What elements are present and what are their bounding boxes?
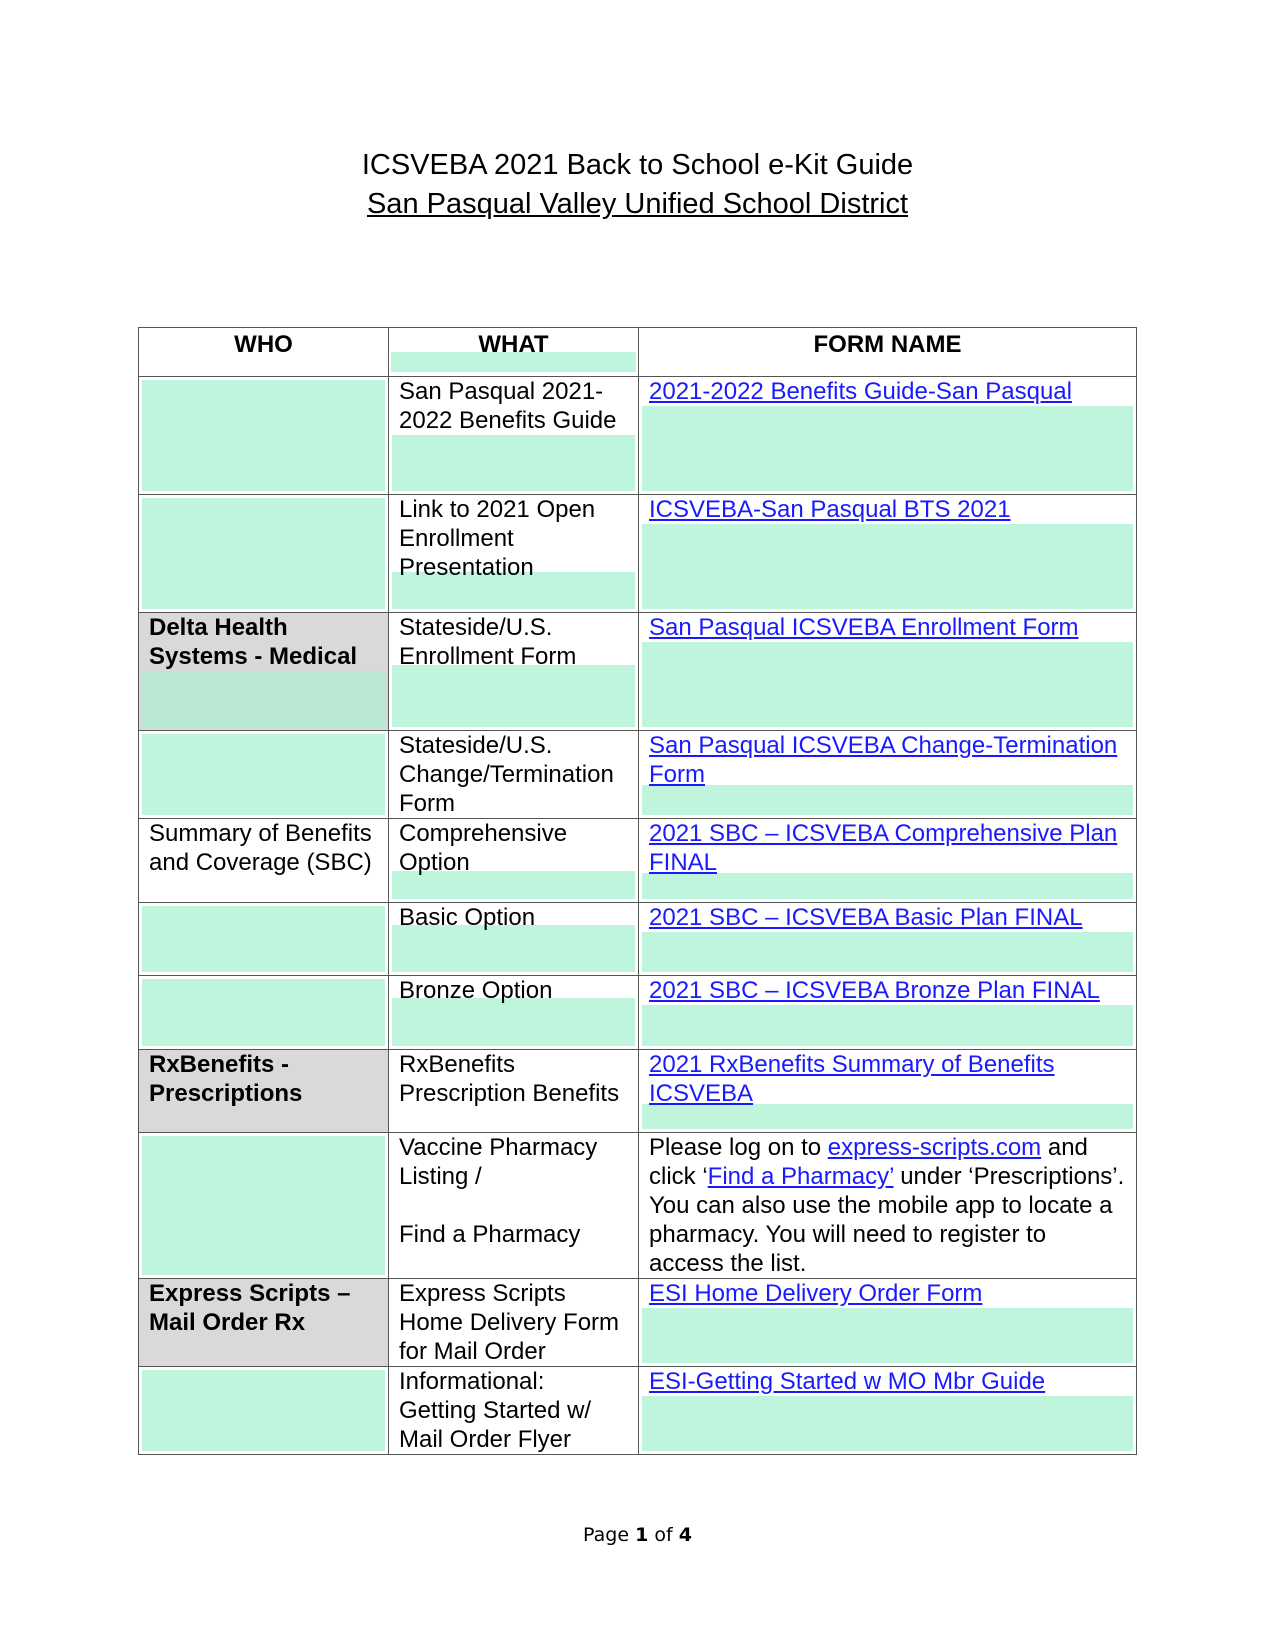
what-text — [389, 1133, 638, 1249]
header-form-name: FORM NAME — [639, 328, 1137, 377]
what-text: Stateside/U.S. Enrollment Form — [399, 614, 577, 670]
what-cell — [389, 1367, 639, 1455]
form-cell — [639, 731, 1137, 819]
who-text: Summary of Benefits and Coverage (SBC) — [149, 820, 372, 876]
who-text: RxBenefits - Prescriptions — [149, 1051, 303, 1107]
what-cell — [389, 377, 639, 495]
header-row — [139, 328, 1137, 377]
who-cell — [139, 1133, 389, 1279]
form-link[interactable]: 2021 SBC – ICSVEBA Basic Plan FINAL — [649, 904, 1083, 931]
table-row — [139, 976, 1137, 1050]
who-text: Delta Health Systems - Medical — [149, 614, 358, 670]
form-link[interactable]: 2021 SBC – ICSVEBA Bronze Plan FINAL — [649, 977, 1100, 1004]
find-a-pharmacy-link[interactable]: Find a Pharmacy’ — [707, 1163, 894, 1190]
ekit-table — [138, 327, 1137, 1455]
page-number: 1 — [635, 1524, 649, 1546]
what-text: Link to 2021 Open Enrollment Presentation — [399, 496, 596, 581]
form-link[interactable]: 2021 SBC – ICSVEBA Comprehensive Plan FINAL — [649, 820, 1118, 876]
form-link[interactable]: ESI-Getting Started w MO Mbr Guide — [649, 1368, 1046, 1395]
table-row — [139, 1279, 1137, 1367]
table-row — [139, 1050, 1137, 1133]
what-text: Comprehensive Option — [399, 820, 568, 876]
who-cell — [139, 1367, 389, 1455]
who-cell — [139, 976, 389, 1050]
document-subtitle: San Pasqual Valley Unified School District — [366, 188, 909, 220]
table-row — [139, 1367, 1137, 1455]
what-line-1: Vaccine Pharmacy Listing / — [399, 1134, 598, 1190]
form-cell — [639, 495, 1137, 613]
what-text: San Pasqual 2021-2022 Benefits Guide — [399, 378, 617, 434]
what-cell — [389, 495, 639, 613]
express-scripts-link[interactable]: express-scripts.com — [827, 1134, 1042, 1161]
form-link[interactable]: San Pasqual ICSVEBA Enrollment Form — [649, 614, 1079, 641]
form-cell — [639, 1279, 1137, 1367]
document-title-block — [0, 146, 1275, 224]
page-footer: Page 1 of 4 — [583, 1524, 692, 1546]
who-cell — [139, 1279, 389, 1367]
form-cell — [639, 903, 1137, 976]
form-link[interactable]: 2021 RxBenefits Summary of Benefits ICSVEBA — [649, 1051, 1055, 1107]
form-cell — [639, 1133, 1137, 1279]
page-total: 4 — [678, 1524, 692, 1546]
who-cell — [139, 731, 389, 819]
table-row — [139, 731, 1137, 819]
who-cell — [139, 495, 389, 613]
form-link[interactable]: San Pasqual ICSVEBA Change-Termination Form — [649, 732, 1118, 788]
table-row — [139, 495, 1137, 613]
who-cell — [139, 819, 389, 903]
form-instructions: Please log on to express-scripts.com and click ‘Find a Pharmacy’ under ‘Prescriptions’. You can also use the mobile app to locate a pharmacy. You will need to register to access the list. — [649, 1134, 1125, 1277]
header-who: WHO — [139, 328, 389, 377]
form-cell — [639, 976, 1137, 1050]
what-text: RxBenefits Prescription Benefits — [399, 1051, 620, 1107]
what-text: Basic Option — [399, 904, 536, 931]
what-cell — [389, 1050, 639, 1133]
header-what: WHAT — [389, 328, 639, 377]
form-link[interactable]: ESI Home Delivery Order Form — [649, 1280, 983, 1307]
who-cell — [139, 1050, 389, 1133]
form-cell — [639, 1050, 1137, 1133]
who-cell — [139, 903, 389, 976]
form-link[interactable]: ICSVEBA-San Pasqual BTS 2021 — [649, 496, 1011, 523]
what-text: Express Scripts Home Delivery Form for Mail Order — [399, 1280, 620, 1365]
table-row — [139, 1133, 1137, 1279]
document-title: ICSVEBA 2021 Back to School e-Kit Guide — [361, 149, 914, 181]
who-text: Express Scripts – Mail Order Rx — [149, 1280, 351, 1336]
what-text: Informational: Getting Started w/ Mail Order Flyer — [399, 1368, 592, 1453]
what-cell — [389, 976, 639, 1050]
form-cell — [639, 1367, 1137, 1455]
what-cell — [389, 731, 639, 819]
what-cell — [389, 613, 639, 731]
table-row — [139, 613, 1137, 731]
table-row — [139, 377, 1137, 495]
who-cell — [139, 613, 389, 731]
what-cell — [389, 1279, 639, 1367]
form-cell — [639, 819, 1137, 903]
table-row — [139, 903, 1137, 976]
what-text: Stateside/U.S. Change/Termination Form — [399, 732, 614, 817]
what-cell — [389, 1133, 639, 1279]
what-cell — [389, 819, 639, 903]
what-text: Bronze Option — [399, 977, 553, 1004]
form-link[interactable]: 2021-2022 Benefits Guide-San Pasqual — [649, 378, 1072, 405]
who-cell — [139, 377, 389, 495]
form-cell — [639, 613, 1137, 731]
table-row — [139, 819, 1137, 903]
what-line-2: Find a Pharmacy — [399, 1221, 581, 1248]
what-cell — [389, 903, 639, 976]
form-cell — [639, 377, 1137, 495]
